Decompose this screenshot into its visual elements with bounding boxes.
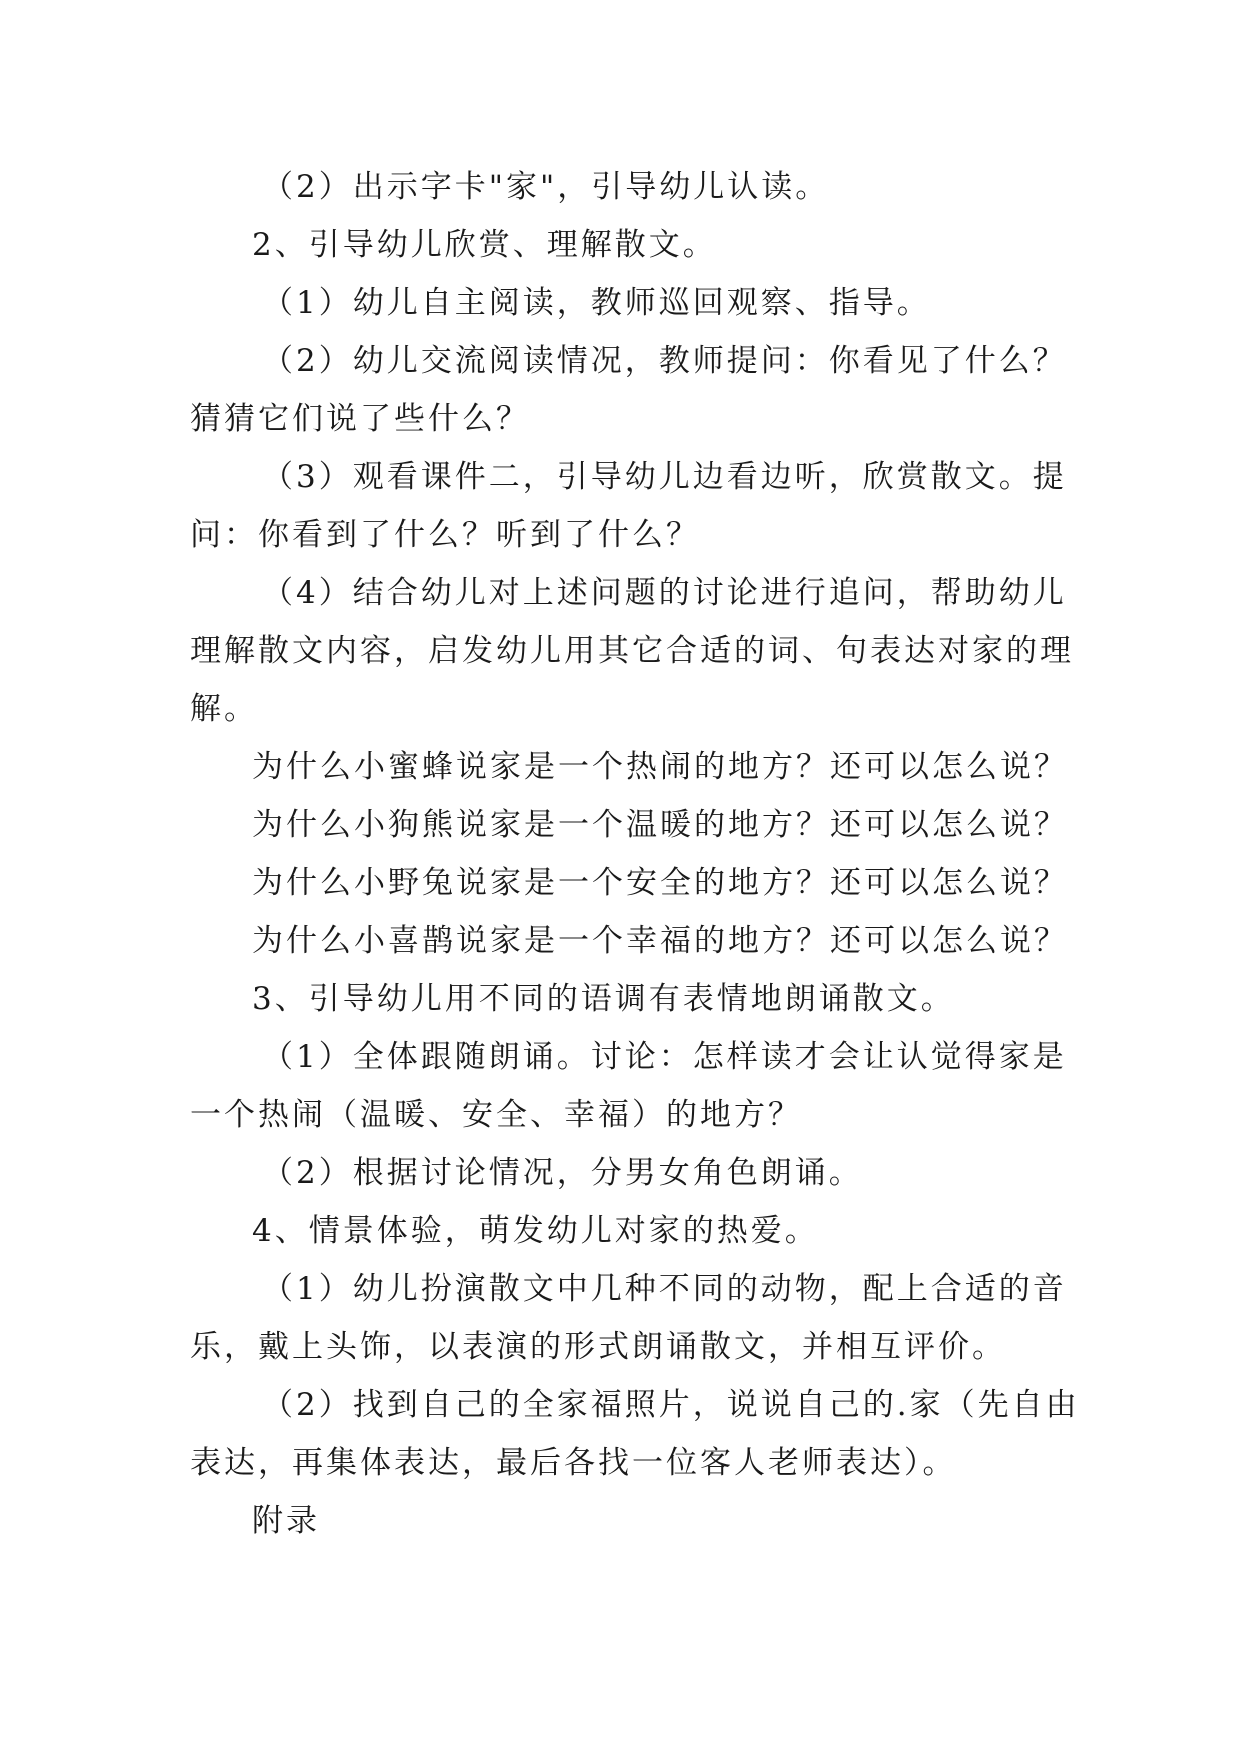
text-line: 3、引导幼儿用不同的语调有表情地朗诵散文。: [252, 981, 955, 1017]
text-line: 一个热闹（温暖、安全、幸福）的地方？: [190, 1097, 802, 1133]
text-line: 为什么小蜜蜂说家是一个热闹的地方？还可以怎么说？: [252, 749, 1068, 785]
text-line: （2）出示字卡"家"，引导幼儿认读。: [262, 169, 830, 205]
appendix-heading: 附录: [252, 1503, 320, 1539]
text-line: 理解散文内容，启发幼儿用其它合适的词、句表达对家的理: [190, 633, 1074, 669]
text-line: 猜猜它们说了些什么？: [190, 401, 530, 437]
text-line: （2）根据讨论情况，分男女角色朗诵。: [262, 1155, 863, 1191]
text-line: （1）全体跟随朗诵。讨论：怎样读才会让认觉得家是: [262, 1039, 1067, 1075]
text-line: 4、情景体验，萌发幼儿对家的热爱。: [252, 1213, 819, 1249]
text-line: （1）幼儿自主阅读，教师巡回观察、指导。: [262, 285, 931, 321]
text-line: （2）找到自己的全家福照片，说说自己的.家（先自由: [262, 1387, 1080, 1423]
text-line: （1）幼儿扮演散文中几种不同的动物，配上合适的音: [262, 1271, 1067, 1307]
text-line: 为什么小野兔说家是一个安全的地方？还可以怎么说？: [252, 865, 1068, 901]
text-line: （4）结合幼儿对上述问题的讨论进行追问，帮助幼儿: [262, 575, 1067, 611]
text-line: 为什么小喜鹊说家是一个幸福的地方？还可以怎么说？: [252, 923, 1068, 959]
text-line: 乐，戴上头饰，以表演的形式朗诵散文，并相互评价。: [190, 1329, 1006, 1365]
text-line: 问：你看到了什么？听到了什么？: [190, 517, 700, 553]
text-line: 解。: [190, 691, 258, 727]
text-line: 表达，再集体表达，最后各找一位客人老师表达）。: [190, 1445, 957, 1481]
text-line: （2）幼儿交流阅读情况，教师提问：你看见了什么？: [262, 343, 1067, 379]
text-line: 为什么小狗熊说家是一个温暖的地方？还可以怎么说？: [252, 807, 1068, 843]
text-line: （3）观看课件二，引导幼儿边看边听，欣赏散文。提: [262, 459, 1067, 495]
text-line: 2、引导幼儿欣赏、理解散文。: [252, 227, 717, 263]
